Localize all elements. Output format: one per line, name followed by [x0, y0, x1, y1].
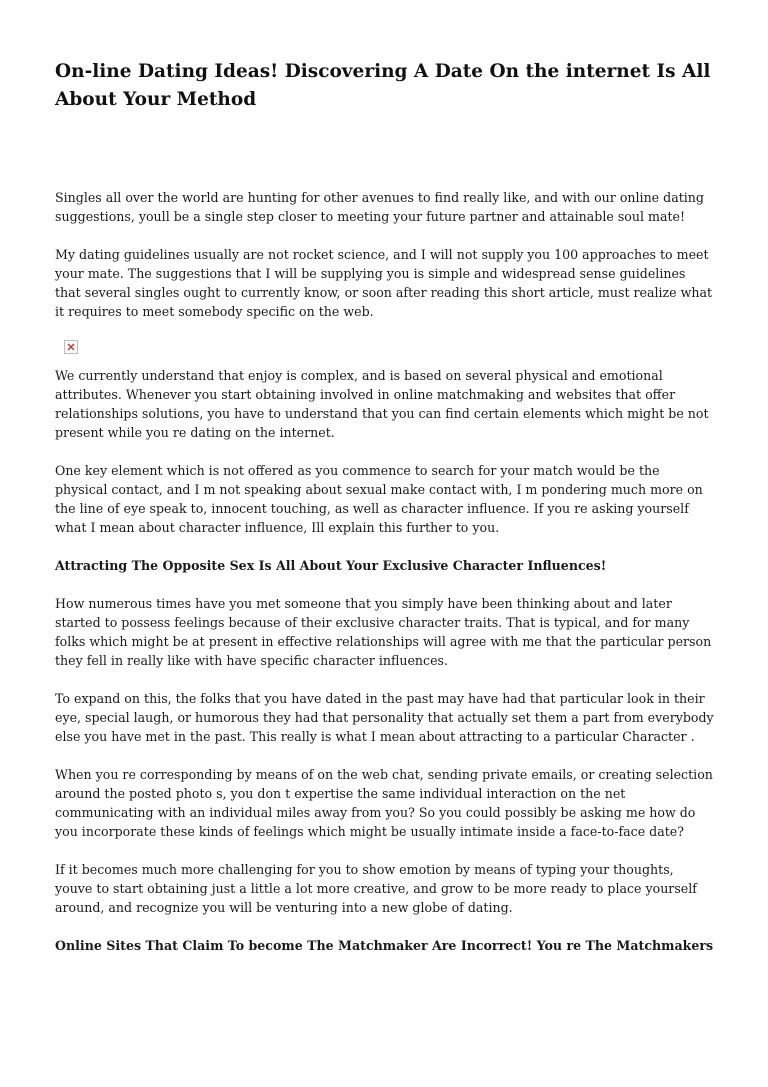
paragraph-physical-contact: One key element which is not offered as you commence to search for your match would be the physical contact, and I m not speaking about sexual make contact with, I m pondering much more on the line of eye speak to, innocent touching, as well as character influence. If you re asking yourself what I mean about character influence, Ill explain this further to you.: [55, 463, 703, 535]
paragraph-expand: To expand on this, the folks that you have dated in the past may have had that particular look in their eye, special laugh, or humorous they had that personality that actually set them a part from everybody else you have met in the past. This really is what I mean about attracting to a particular Character .: [55, 691, 714, 744]
paragraph-emotion: If it becomes much more challenging for you to show emotion by means of typing your thoughts, youve to start obtaining just a little a lot more creative, and grow to be more ready to place yourself around, and recognize you will be venturing into a new globe of dating.: [55, 862, 697, 915]
subheading-attracting: Attracting The Opposite Sex Is All About Your Exclusive Character Influences!: [55, 558, 607, 573]
document-header: [55, 58, 715, 114]
broken-image-icon: [64, 340, 78, 354]
paragraph-character-traits: How numerous times have you met someone that you simply have been thinking about and later started to possess feelings because of their exclusive character traits. That is typical, and for many folks which might be at present in effective relationships will agree with me that the particular person they fell in really like with have specific character influences.: [55, 596, 712, 668]
broken-image-x-icon: [67, 343, 75, 351]
document-body: [55, 188, 715, 974]
paragraph-intro: Singles all over the world are hunting for other avenues to find really like, and with our online dating suggestions, youll be a single step closer to meeting your future partner and attainable soul mate!: [55, 190, 704, 224]
paragraph-love-complex: We currently understand that enjoy is complex, and is based on several physical and emotional attributes. Whenever you start obtaining involved in online matchmaking and websites that offer relationships solutions, you have to understand that you can find certain elements which might be not present while you re dating on the internet.: [55, 368, 709, 440]
page-title: On-line Dating Ideas! Discovering A Date On the internet Is All About Your Method: [55, 61, 711, 110]
subheading-matchmakers: Online Sites That Claim To become The Matchmaker Are Incorrect! You re The Matchmakers: [55, 938, 714, 953]
paragraph-web-chat: When you re corresponding by means of on the web chat, sending private emails, or creating selection around the posted photo s, you don t expertise the same individual interaction on the net communicating with an individual miles away from you? So you could possibly be asking me how do you incorporate these kinds of feelings which might be usually intimate inside a face-to-face date?: [55, 767, 713, 839]
paragraph-guidelines: My dating guidelines usually are not rocket science, and I will not supply you 100 approaches to meet your mate. The suggestions that I will be supplying you is simple and widespread sense guidelines that several singles ought to currently know, or soon after reading this short article, must realize what it requires to meet somebody specific on the web.: [55, 247, 713, 319]
